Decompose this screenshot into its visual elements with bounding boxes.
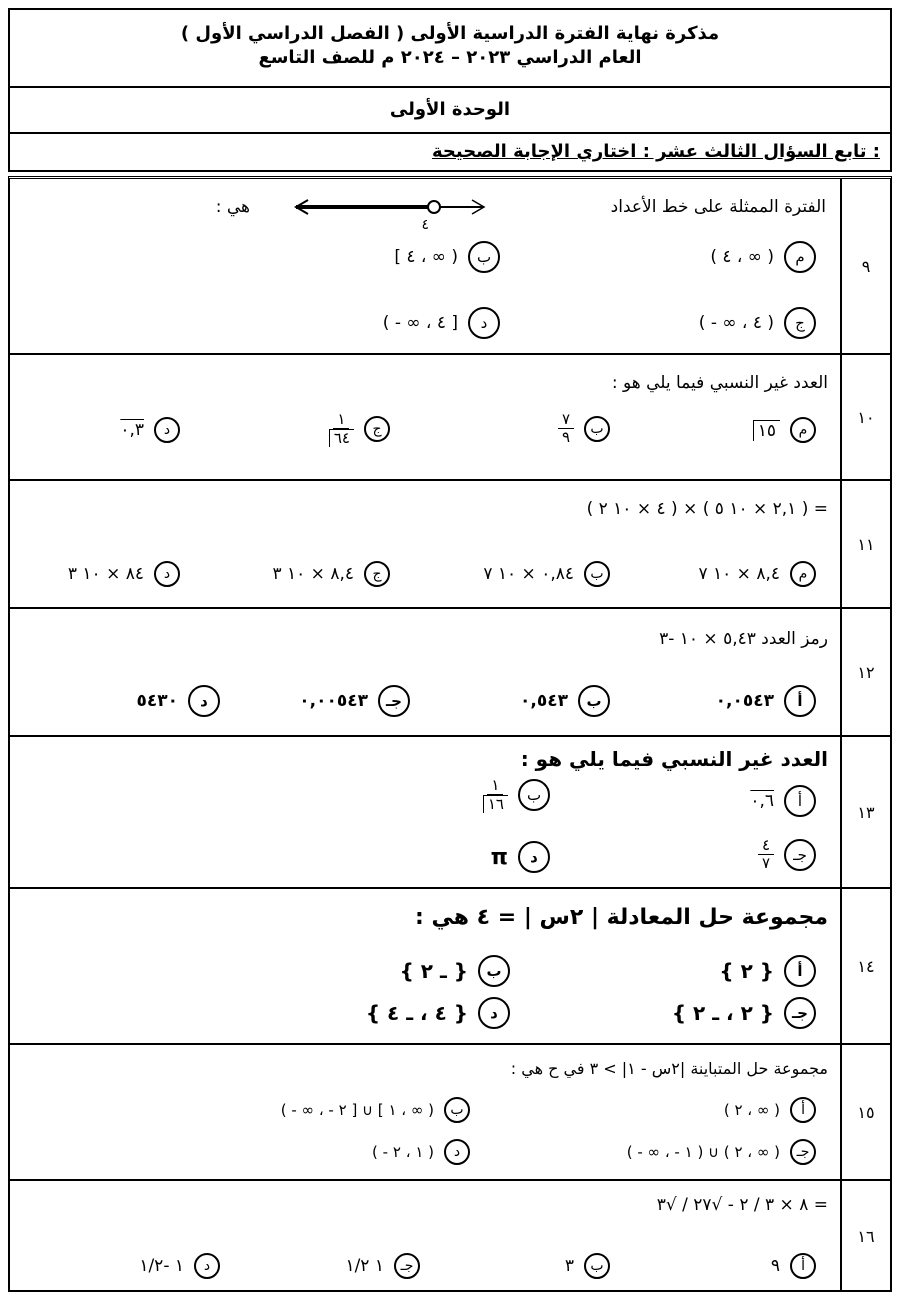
option-value: ( - ١ ، ٢ ) bbox=[372, 1143, 434, 1161]
question-text: العدد غير النسبي فيما يلي هو : bbox=[520, 747, 828, 771]
option-letter: ب bbox=[584, 1253, 610, 1279]
option[interactable] bbox=[565, 1253, 610, 1279]
option-letter: د bbox=[518, 841, 550, 873]
option-value: ٠,٠٠٥٤٣ bbox=[299, 691, 368, 711]
option[interactable] bbox=[483, 561, 610, 587]
option-fraction bbox=[758, 837, 774, 872]
question-heading: تابع السؤال الثالث عشر : اختاري الإجابة الصحيحة : bbox=[431, 141, 880, 162]
option[interactable] bbox=[120, 417, 180, 443]
option[interactable] bbox=[750, 785, 816, 817]
number-line-diagram bbox=[290, 193, 490, 233]
question-row bbox=[10, 889, 890, 1045]
option-value: ( - ∞ ، - ١ ) ∪ ( ٢ ، ∞ ) bbox=[626, 1143, 780, 1161]
option[interactable] bbox=[345, 1253, 420, 1279]
option[interactable] bbox=[699, 307, 816, 339]
option[interactable] bbox=[558, 411, 610, 446]
option-letter: جـ bbox=[378, 685, 410, 717]
option-letter: جـ bbox=[790, 1139, 816, 1165]
question-body bbox=[10, 737, 840, 887]
header-title: مذكرة نهاية الفترة الدراسية الأولى ( الفصل الدراسي الأول ) bbox=[180, 23, 720, 44]
question-number: ١٣ bbox=[840, 737, 890, 887]
option-letter: جـ bbox=[784, 839, 816, 871]
question-row bbox=[10, 609, 890, 737]
exam-page bbox=[8, 8, 892, 1292]
option-value: ٠,٨٤ × ١٠ ٧ bbox=[483, 564, 574, 584]
option-value: { ٢ } bbox=[719, 959, 774, 983]
option-letter: د bbox=[444, 1139, 470, 1165]
question-body bbox=[10, 355, 840, 479]
question-number: ٩ bbox=[840, 179, 890, 353]
option[interactable] bbox=[627, 1139, 816, 1165]
option-letter: م bbox=[790, 561, 816, 587]
number-line-label: ٤ bbox=[421, 217, 429, 233]
option[interactable] bbox=[139, 1253, 220, 1279]
fraction-denominator: ٦٤ bbox=[329, 429, 354, 447]
option-letter: جـ bbox=[394, 1253, 420, 1279]
question-number: ١٦ bbox=[840, 1181, 890, 1291]
question-body bbox=[10, 889, 840, 1043]
fraction-numerator: ١ bbox=[487, 777, 503, 795]
option-fraction bbox=[483, 777, 508, 813]
option-value: ١٥ bbox=[753, 420, 780, 441]
option-value: ٨٤ × ١٠ ٣ bbox=[67, 564, 144, 584]
option[interactable] bbox=[299, 685, 410, 717]
question-text: ( ٤ × ١٠ ٢ ) × ( ٢,١ × ١٠ ٥ ) = bbox=[586, 499, 828, 519]
option-value: ( - ∞ ، ٤ ) bbox=[698, 313, 774, 333]
option[interactable] bbox=[771, 1253, 816, 1279]
question-number: ١٢ bbox=[840, 609, 890, 735]
option-value: { ـ ٢ } bbox=[399, 959, 468, 983]
option-letter: د bbox=[188, 685, 220, 717]
option-value: ٥٤٣٠ bbox=[136, 691, 178, 711]
option-value: ( ٤ ، ∞ ) bbox=[710, 247, 774, 267]
option-letter: ب bbox=[468, 241, 500, 273]
question-body bbox=[10, 609, 840, 735]
option-value: π bbox=[490, 844, 508, 870]
question-text: ٨ × ٣ / ٢ - √٢٧ / √٣ = bbox=[656, 1195, 828, 1215]
option-value: { ٢ ، ـ ٢ } bbox=[671, 1001, 774, 1025]
option[interactable] bbox=[136, 685, 220, 717]
question-text: مجموعة حل المعادلة | ٢س | = ٤ هي : bbox=[414, 905, 828, 930]
question-number: ١٤ bbox=[840, 889, 890, 1043]
option-value: ( - ∞ ، - ١ ] ∪ [ ٢ ، ∞ ) bbox=[280, 1101, 434, 1119]
question-body bbox=[10, 1181, 840, 1291]
option[interactable] bbox=[329, 411, 390, 447]
fraction-denominator: ١٦ bbox=[483, 795, 508, 813]
question-row bbox=[10, 1045, 890, 1181]
option-letter: ج bbox=[784, 307, 816, 339]
option[interactable] bbox=[68, 561, 180, 587]
option-letter: أ bbox=[784, 785, 816, 817]
question-number: ١٥ bbox=[840, 1045, 890, 1179]
fraction-denominator: ٩ bbox=[561, 428, 570, 446]
question-text: العدد غير النسبي فيما يلي هو : bbox=[611, 373, 828, 393]
option-value: ٩ bbox=[770, 1256, 780, 1276]
option-letter: أ bbox=[784, 955, 816, 987]
question-heading-box bbox=[8, 134, 892, 172]
option-letter: د bbox=[154, 561, 180, 587]
option[interactable] bbox=[272, 561, 390, 587]
question-row bbox=[10, 737, 890, 889]
option-letter: أ bbox=[790, 1097, 816, 1123]
question-body bbox=[10, 481, 840, 607]
question-text: مجموعة حل المتباينة |٢س - ١| > ٣ في ح هي : bbox=[510, 1059, 828, 1078]
option-letter: جـ bbox=[784, 997, 816, 1029]
option-letter: م bbox=[784, 241, 816, 273]
option-fraction bbox=[558, 411, 574, 446]
unit-box bbox=[8, 88, 892, 134]
option-letter: ب bbox=[478, 955, 510, 987]
question-suffix: هي : bbox=[215, 197, 250, 217]
fraction-denominator: ٧ bbox=[761, 854, 770, 872]
option-letter: ج bbox=[364, 416, 390, 442]
header-year: العام الدراسي ٢٠٢٣ – ٢٠٢٤ م للصف التاسع bbox=[258, 47, 642, 68]
fraction-numerator: ٤ bbox=[758, 837, 774, 855]
question-row bbox=[10, 1181, 890, 1291]
unit-title: الوحدة الأولى bbox=[389, 99, 511, 120]
option-value: ( - ∞ ، ٤ ] bbox=[382, 313, 458, 333]
option-letter: ب bbox=[584, 416, 610, 442]
option[interactable] bbox=[753, 417, 816, 443]
questions-table bbox=[8, 176, 892, 1292]
question-number: ١١ bbox=[840, 481, 890, 607]
question-row bbox=[10, 481, 890, 609]
option[interactable] bbox=[366, 997, 510, 1029]
question-body bbox=[10, 179, 840, 353]
option[interactable] bbox=[372, 1139, 470, 1165]
question-row bbox=[10, 179, 890, 355]
option-letter: د bbox=[154, 417, 180, 443]
option[interactable] bbox=[710, 241, 816, 273]
option-letter: ب bbox=[518, 779, 550, 811]
option-value: ٠,٥٤٣ bbox=[520, 691, 568, 711]
option[interactable] bbox=[383, 307, 500, 339]
question-text: رمز العدد ٥,٤٣ × ١٠ -٣ bbox=[659, 629, 828, 649]
option-letter: د bbox=[194, 1253, 220, 1279]
option-letter: د bbox=[468, 307, 500, 339]
option[interactable] bbox=[400, 955, 510, 987]
option-value: ٨,٤ × ١٠ ٣ bbox=[272, 564, 354, 584]
option-value: [ ٤ ، ∞ ) bbox=[394, 247, 458, 267]
option-letter: م bbox=[790, 417, 816, 443]
option[interactable] bbox=[520, 685, 610, 717]
option-value: ( ٢ ، ∞ ) bbox=[723, 1101, 780, 1119]
option-letter: د bbox=[478, 997, 510, 1029]
option-letter: ب bbox=[444, 1097, 470, 1123]
question-body bbox=[10, 1045, 840, 1179]
option-letter: ب bbox=[584, 561, 610, 587]
fraction-numerator: ١ bbox=[333, 411, 349, 429]
option-value: ٠,٣ bbox=[120, 420, 144, 440]
option[interactable] bbox=[724, 1097, 816, 1123]
option[interactable] bbox=[281, 1097, 470, 1123]
option-value: { ٤ ، ـ ٤ } bbox=[365, 1001, 468, 1025]
option[interactable] bbox=[758, 837, 816, 872]
option[interactable] bbox=[719, 955, 816, 987]
option-value: ١ -١/٢ bbox=[139, 1256, 184, 1276]
fraction-numerator: ٧ bbox=[558, 411, 574, 429]
option-value: ٠,٦ bbox=[750, 791, 774, 811]
option[interactable] bbox=[672, 997, 816, 1029]
option[interactable] bbox=[491, 841, 550, 873]
option-letter: ب bbox=[578, 685, 610, 717]
option-letter: ج bbox=[364, 561, 390, 587]
option[interactable] bbox=[698, 561, 816, 587]
question-number: ١٠ bbox=[840, 355, 890, 479]
option-value: ٣ bbox=[564, 1256, 574, 1276]
option-value: ٠,٠٥٤٣ bbox=[715, 691, 774, 711]
option-letter: أ bbox=[790, 1253, 816, 1279]
option[interactable] bbox=[716, 685, 816, 717]
question-text: الفترة الممثلة على خط الأعداد bbox=[610, 197, 826, 217]
option-value: ١ ١/٢ bbox=[345, 1256, 384, 1276]
option-value: ٨,٤ × ١٠ ٧ bbox=[698, 564, 780, 584]
option-letter: أ bbox=[784, 685, 816, 717]
option[interactable] bbox=[394, 241, 500, 273]
option-fraction bbox=[329, 411, 354, 447]
option[interactable] bbox=[483, 777, 550, 813]
question-row bbox=[10, 355, 890, 481]
header-box bbox=[8, 8, 892, 88]
